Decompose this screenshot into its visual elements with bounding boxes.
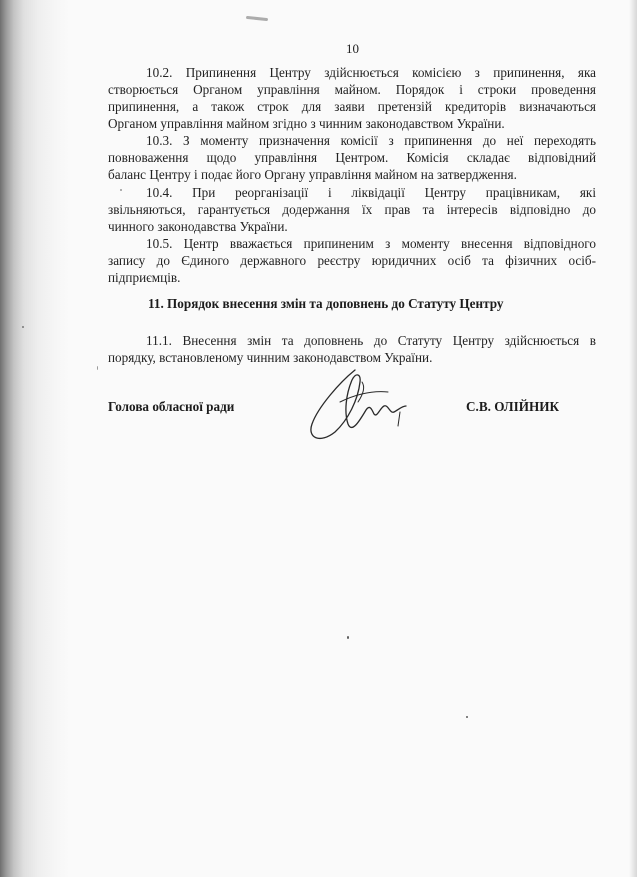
scan-speck	[347, 636, 349, 639]
handwritten-signature	[300, 362, 410, 452]
scan-speck	[97, 366, 98, 370]
signatory-name: С.В. ОЛІЙНИК	[466, 399, 560, 414]
scan-shadow	[0, 0, 70, 877]
scan-edge	[629, 0, 637, 877]
paragraph-10-4-line-3: чинного законодавства України.	[108, 219, 288, 234]
paragraph-10-4-line-2: звільняються, гарантується додержання їх прав та інтересів відповідно до	[108, 202, 596, 217]
paragraph-10-4-line-1: 10.4. При реорганізації і ліквідації Центру працівникам, які	[146, 185, 596, 200]
paragraph-10-2-line-4: Органом управління майном згідно з чинним законодавством України.	[108, 116, 505, 131]
scan-speck	[466, 716, 468, 718]
paragraph-11-1-line-1: 11.1. Внесення змін та доповнень до Статуту Центру здійснюється в	[146, 333, 596, 348]
paragraph-10-5-line-2: запису до Єдиного державного реєстру юридичних осіб та фізичних осіб-	[108, 253, 596, 268]
paragraph-10-2-line-1: 10.2. Припинення Центру здійснюється комісією з припинення, яка	[146, 65, 596, 80]
scan-speck	[120, 189, 122, 191]
scan-speck	[22, 326, 24, 328]
paragraph-10-5-line-1: 10.5. Центр вважається припиненим з моменту внесення відповідного	[146, 236, 596, 251]
section-11-heading: 11. Порядок внесення змін та доповнень до Статуту Центру	[148, 296, 504, 311]
page-number: 10	[346, 41, 359, 56]
paragraph-10-3-line-2: повноваження щодо управління Центром. Комісія складає відповідний	[108, 150, 596, 165]
paragraph-10-3-line-3: баланс Центру і подає його Органу управління майном на затвердження.	[108, 167, 517, 182]
signatory-position: Голова обласної ради	[108, 399, 235, 414]
paragraph-10-5-line-3: підприємців.	[108, 270, 181, 285]
scan-mark	[246, 16, 268, 21]
paragraph-10-2-line-3: припинення, а також строк для заяви претензій кредиторів визначаються	[108, 99, 596, 114]
paragraph-10-2-line-2: створюється Органом управління майном. Порядок і строки проведення	[108, 82, 596, 97]
paragraph-11-1-line-2: порядку, встановленому чинним законодавством України.	[108, 350, 433, 365]
paragraph-10-3-line-1: 10.3. З моменту призначення комісії з припинення до неї переходять	[146, 133, 596, 148]
